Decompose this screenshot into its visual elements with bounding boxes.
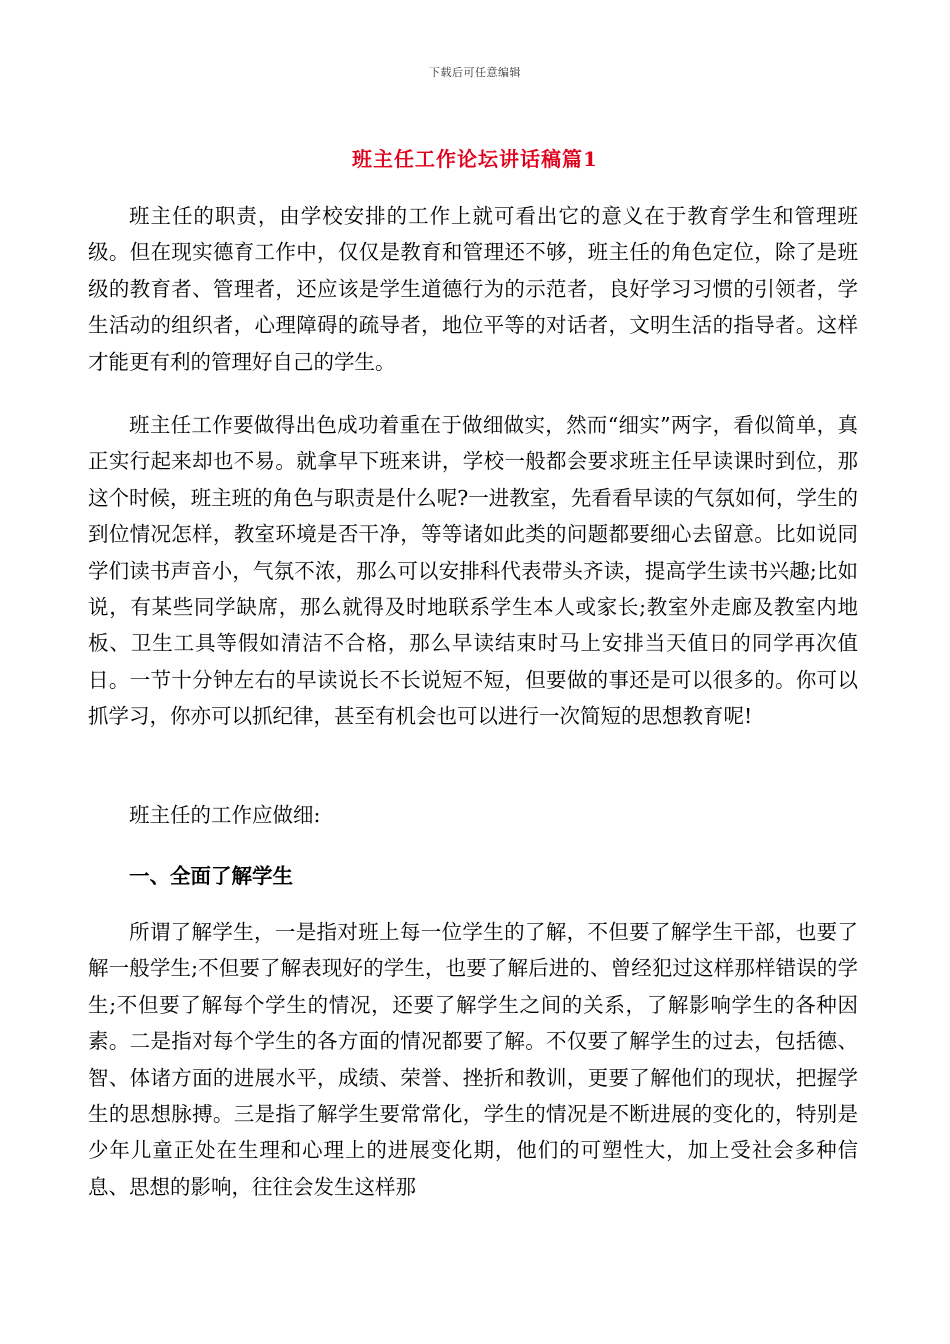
paragraph-detail-work: 班主任工作要做得出色成功着重在于做细做实，然而“细实”两字，看似简单，真正实行起来却也不易。就拿早下班来讲，学校一般都会要求班主任早读课时到位，那这个时候，班主班的角色与职责是什么呢?一进教室，先看看早读的气氛如何，学生的到位情况怎样，教室环境是否干净，等等诸如此类的问题都要细心去留意。比如说同学们读书声音小，气氛不浓，那么可以安排科代表带头齐读，提高学生读书兴趣;比如说，有某些同学缺席，那么就得及时地联系学生本人或家长;教室外走廊及教室内地板、卫生工具等假如清洁不合格，那么早读结束时马上安排当天值日的同学再次值日。一节十分钟左右的早读说长不长说短不短，但要做的事还是可以很多的。你可以抓学习，你亦可以抓纪律，甚至有机会也可以进行一次简短的思想教育呢! [88,413,858,729]
paragraph-intro-list: 班主任的工作应做细: [129,803,321,827]
section-heading: 一、全面了解学生 [129,864,293,888]
paragraph-understand-students: 所谓了解学生，一是指对班上每一位学生的了解，不但要了解学生干部，也要了解一般学生;不但要了解表现好的学生，也要了解后进的、曾经犯过这样那样错误的学生;不但要了解每个学生的情况，还要了解学生之间的关系，了解影响学生的各种因素。二是指对每个学生的各方面的情况都要了解。不仅要了解学生的过去，包括德、智、体诸方面的进展水平，成绩、荣誉、挫折和教训，更要了解他们的现状，把握学生的思想脉搏。三是指了解学生要常常化，学生的情况是不断进展的变化的，特别是少年儿童正处在生理和心理上的进展变化期，他们的可塑性大，加上受社会多种信息、思想的影响，往往会发生这样那 [88,920,858,1199]
paragraph-duties: 班主任的职责，由学校安排的工作上就可看出它的意义在于教育学生和管理班级。但在现实德育工作中，仅仅是教育和管理还不够，班主任的角色定位，除了是班级的教育者、管理者，还应该是学生道德行为的示范者，良好学习习惯的引领者，学生活动的组织者，心理障碍的疏导者，地位平等的对话者，文明生活的指导者。这样才能更有利的管理好自己的学生。 [88,204,858,374]
document-title: 班主任工作论坛讲话稿篇1 [352,147,598,171]
header-note: 下载后可任意编辑 [429,66,521,79]
